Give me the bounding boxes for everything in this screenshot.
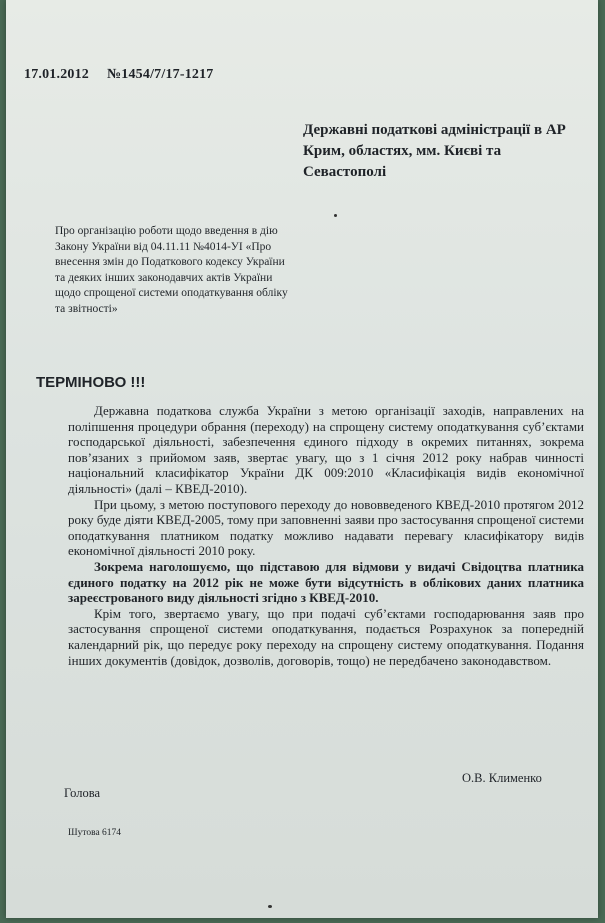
signatory-position: Голова (64, 786, 100, 800)
body-paragraph: Державна податкова служба України з метою організації заходів, направлених на поліпшення процедури обрання (переходу) на спрощену систему оподаткування суб’єктами господарської діяльності, забезпечення єдиного підходу в окремих питаннях, зокрема пов’язаних з прийомом заяв, звертає увагу, що з 1 січня 2012 року набрав чинності національний класифікатор України ДК 009:2010 «Класифікація видів економічної діяльності» (далі – КВЕД-2010). (68, 403, 584, 496)
addressee-block: Державні податкові адміністрації в АР Крим, областях, мм. Києві та Севастополі (303, 122, 566, 180)
letter-header (24, 67, 214, 83)
letter-page (6, 0, 598, 918)
body-paragraph: При цьому, з метою поступового переходу до нововведеного КВЕД-2010 протягом 2012 року буде діяти КВЕД-2005, тому при заповненні заяви про застосування спрощеної системи оподаткування платником податку можливо надавати перевагу класифікатору видів економічної діяльності 2010 року. (68, 496, 585, 559)
signatory-name: О.В. Клименко (462, 771, 542, 785)
letter-subject: Про організацію роботи щодо введення в дію Закону України від 04.11.11 №4014-УІ «Про внесення змін до Податкового кодексу України та деяких інших законодавчих актів України щодо спрощеної системи оподаткування обліку та звітності» (55, 225, 288, 315)
letter-number: №1454/7/17-1217 (107, 67, 214, 82)
letter-body (68, 403, 584, 668)
letter-date: 17.01.2012 (24, 67, 89, 82)
body-paragraph-emphasis: Зокрема наголошуємо, що підставою для відмови у видачі Свідоцтва платника єдиного податку на 2012 рік не може бути відсутність в облікових даних платника зареєстрованого виду діяльності згідно з КВЕД-2010. (68, 558, 584, 606)
body-paragraph: Крім того, звертаємо увагу, що при подачі суб’єктами господарювання заяв про застосування спрощеної системи оподаткування, подається Розрахунок за попередній календарний рік, що передує року переходу на спрощену систему оподаткування. Подання інших документів (довідок, дозволів, договорів, тощо) не передбачено законодавством. (68, 605, 584, 668)
executor-note: Шутова 6174 (68, 828, 122, 838)
paper-speck (268, 905, 272, 908)
paper-speck (334, 214, 337, 217)
urgent-heading: ТЕРМІНОВО !!! (36, 374, 146, 391)
